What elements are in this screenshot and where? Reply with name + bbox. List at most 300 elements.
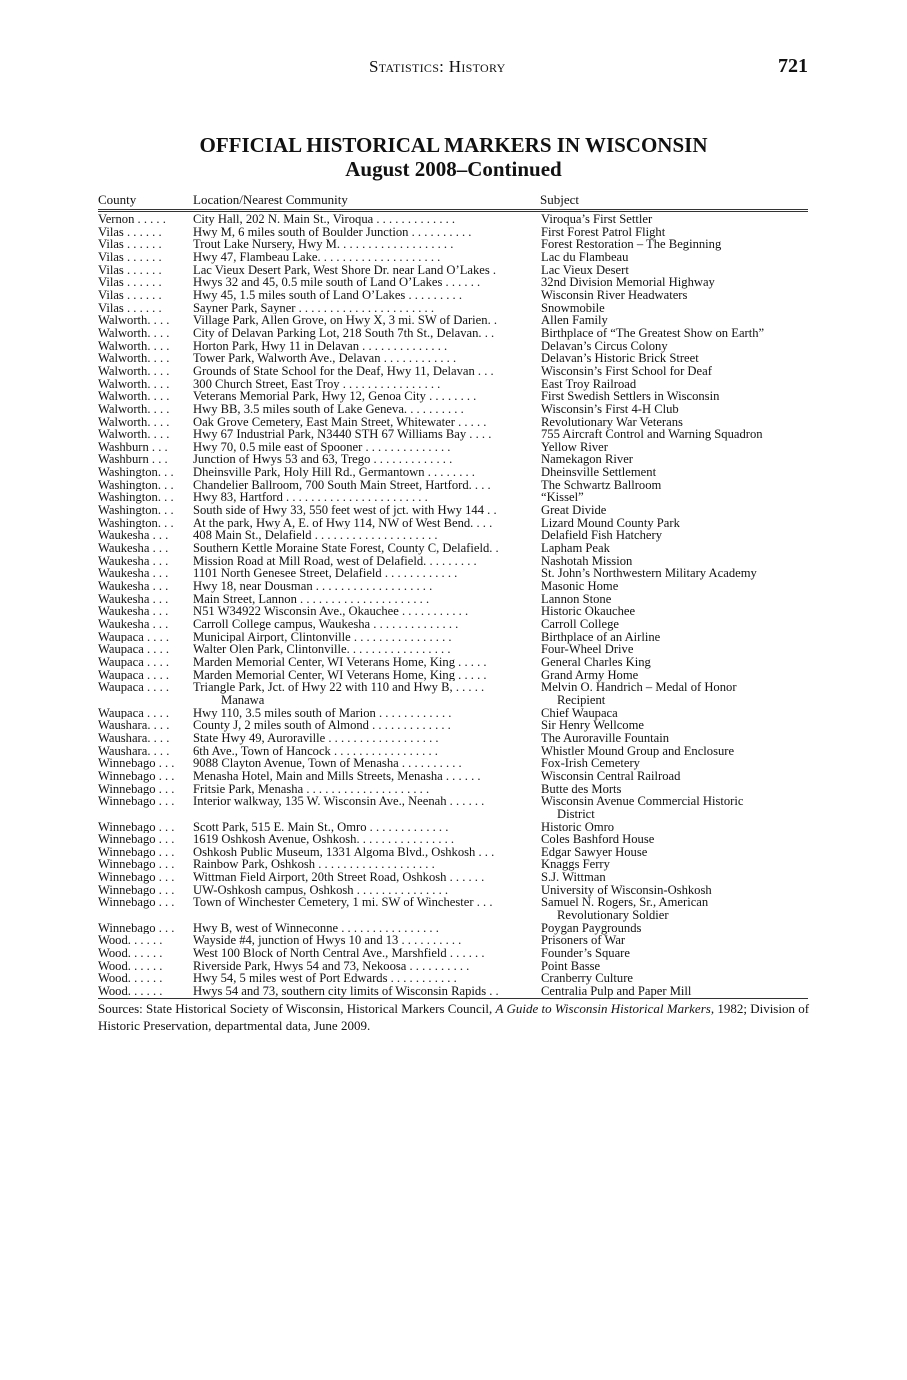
location-text: Riverside Park, Hwys 54 and 73, Nekoosa . . . . . . . . . . <box>193 959 470 973</box>
table-row <box>98 289 808 302</box>
location-cell <box>193 276 541 289</box>
location-text: Hwy B, west of Winneconne . . . . . . . . . . . . . . . . <box>193 921 439 935</box>
subject-text: 755 Aircraft Control and Warning Squadron <box>541 427 763 442</box>
location-text: UW-Oshkosh campus, Oshkosh . . . . . . . . . . . . . . . <box>193 883 449 897</box>
table-row <box>98 821 808 834</box>
location-text: Hwy 67 Industrial Park, N3440 STH 67 Williams Bay . . . . <box>193 428 492 441</box>
location-text: Dheinsville Park, Holy Hill Rd., Germantown . . . . . . . . <box>193 466 475 479</box>
subject-text: St. John’s Northwestern Military Academy <box>541 566 757 581</box>
county-cell: Wood. . . . . . <box>98 934 163 948</box>
subject-cell <box>541 213 808 226</box>
location-cell <box>193 213 541 226</box>
location-cell <box>193 643 541 656</box>
subject-cell <box>541 985 808 998</box>
subject-cell <box>541 833 808 846</box>
subject-text: Allen Family <box>541 313 608 328</box>
table-row <box>98 491 808 504</box>
county-cell: Walworth. . . . <box>98 377 170 391</box>
table-row <box>98 302 808 315</box>
subject-cell <box>541 618 808 631</box>
table-row <box>98 441 808 454</box>
table-row <box>98 681 808 706</box>
location-text: Hwy M, 6 miles south of Boulder Junction . . . . . . . . . . <box>193 225 472 239</box>
running-head: Statistics: History <box>369 57 506 76</box>
subject-text: Masonic Home <box>541 579 619 594</box>
county-cell: Winnebago . . . <box>98 845 175 859</box>
location-text: Chandelier Ballroom, 700 South Main Street, Hartford. . . . <box>193 478 491 492</box>
subject-cell <box>541 770 808 783</box>
location-cell <box>193 491 541 504</box>
county-cell: Waupaca . . . . <box>98 655 170 669</box>
subject-text: Wisconsin Avenue Commercial Historic <box>541 794 744 809</box>
location-cell <box>193 238 541 251</box>
location-text: Sayner Park, Sayner . . . . . . . . . . . . . . . . . . . . . . <box>193 301 435 315</box>
location-text: Tower Park, Walworth Ave., Delavan . . . . . . . . . . . . <box>193 352 457 365</box>
county-cell: Waupaca . . . . <box>98 681 170 695</box>
table-row <box>98 365 808 378</box>
subject-text: East Troy Railroad <box>541 376 637 391</box>
subject-text: Dheinsville Settlement <box>541 465 657 480</box>
table-row <box>98 972 808 985</box>
table-row <box>98 745 808 758</box>
table-header <box>98 193 808 210</box>
location-text: South side of Hwy 33, 550 feet west of jct. with Hwy 144 . . <box>193 504 497 517</box>
location-text: 1101 North Genesee Street, Delafield . . . . . . . . . . . . <box>193 567 458 581</box>
county-cell: Vilas . . . . . . <box>98 276 162 289</box>
county-cell: Washington. . . <box>98 491 174 505</box>
location-cell <box>193 352 541 365</box>
county-cell: Winnebago . . . <box>98 757 175 770</box>
subject-cell <box>541 428 808 441</box>
county-cell: Winnebago . . . <box>98 883 175 897</box>
location-cell <box>193 580 541 593</box>
table-row <box>98 719 808 732</box>
subject-text: Delafield Fish Hatchery <box>541 528 662 543</box>
county-cell: Waupaca . . . . <box>98 643 170 656</box>
subject-text: Fox-Irish Cemetery <box>541 756 640 771</box>
location-cell <box>193 340 541 353</box>
subject-text: Carroll College <box>541 617 619 631</box>
county-cell: Waukesha . . . <box>98 592 169 606</box>
location-cell <box>193 745 541 758</box>
county-cell: Vilas . . . . . . <box>98 225 162 239</box>
location-text: Rainbow Park, Oshkosh . . . . . . . . . . . . . . . . . . . <box>193 858 435 872</box>
location-text: 300 Church Street, East Troy . . . . . . . . . . . . . . . . <box>193 377 441 391</box>
table-row <box>98 504 808 517</box>
location-text: Main Street, Lannon . . . . . . . . . . . . . . . . . . . . . <box>193 592 430 606</box>
table-row <box>98 251 808 264</box>
location-cell <box>193 479 541 492</box>
subject-cell <box>541 871 808 884</box>
location-text: 1619 Oshkosh Avenue, Oshkosh. . . . . . . . . . . . . . . . <box>193 833 455 846</box>
page-number: 721 <box>778 55 808 77</box>
location-cell <box>193 251 541 264</box>
county-cell: Waukesha . . . <box>98 605 169 618</box>
location-cell <box>193 960 541 973</box>
subject-cell <box>541 757 808 770</box>
location-text: Hwy 18, near Dousman . . . . . . . . . . . . . . . . . . . <box>193 580 433 593</box>
location-cell <box>193 289 541 302</box>
county-cell: Waukesha . . . <box>98 529 169 543</box>
subject-text: Wisconsin’s First School for Deaf <box>541 363 712 378</box>
table-row <box>98 757 808 770</box>
location-text: Municipal Airport, Clintonville . . . . . . . . . . . . . . . . <box>193 630 452 644</box>
location-text: Hwy 54, 5 miles west of Port Edwards . . . . . . . . . . . <box>193 972 457 986</box>
location-cell <box>193 428 541 441</box>
location-text: City Hall, 202 N. Main St., Viroqua . . . . . . . . . . . . . <box>193 213 456 226</box>
subject-text: Cranberry Culture <box>541 971 633 986</box>
county-cell: Vilas . . . . . . <box>98 250 162 264</box>
subject-cell <box>541 580 808 593</box>
county-cell: Waukesha . . . <box>98 554 169 568</box>
location-text: Trout Lake Nursery, Hwy M. . . . . . . . . . . . . . . . . . . <box>193 238 454 251</box>
subject-text: The Auroraville Fountain <box>541 730 670 745</box>
sources-note: Sources: State Historical Society of Wisconsin, Historical Markers Council, A Guide to Wisconsin Historical Markers, 1982; Division of Historic Preservation, departmental data, June 2009. <box>98 1001 810 1033</box>
table-row <box>98 985 808 998</box>
subject-text: Melvin O. Handrich – Medal of Honor <box>541 680 737 695</box>
county-cell: Waukesha . . . <box>98 580 169 593</box>
table-row <box>98 605 808 618</box>
subject-text: Wisconsin River Headwaters <box>541 287 688 302</box>
location-cell <box>193 555 541 568</box>
subject-continuation: Revolutionary Soldier <box>557 908 669 923</box>
subject-cell <box>541 732 808 745</box>
location-cell <box>193 365 541 378</box>
subject-text: Four-Wheel Drive <box>541 642 634 657</box>
location-cell <box>193 922 541 935</box>
table-row <box>98 479 808 492</box>
county-cell: Walworth. . . . <box>98 326 170 340</box>
subject-text: The Schwartz Ballroom <box>541 477 662 492</box>
location-cell <box>193 985 541 998</box>
subject-text: Butte des Morts <box>541 781 622 796</box>
subject-text: Whistler Mound Group and Enclosure <box>541 743 735 758</box>
county-cell: Vilas . . . . . . <box>98 288 162 302</box>
subject-text: Sir Henry Wellcome <box>541 718 644 733</box>
location-text: Menasha Hotel, Main and Mills Streets, Menasha . . . . . . <box>193 769 481 783</box>
location-text: At the park, Hwy A, E. of Hwy 114, NW of West Bend. . . . <box>193 516 493 530</box>
county-cell: Wood. . . . . . <box>98 947 163 960</box>
location-cell <box>193 972 541 985</box>
table-row <box>98 643 808 656</box>
subject-text: Founder’s Square <box>541 946 630 961</box>
table-row <box>98 352 808 365</box>
subject-text: Lac Vieux Desert <box>541 262 629 277</box>
location-text: Hwy 45, 1.5 miles south of Land O’Lakes . . . . . . . . . <box>193 288 462 302</box>
table-row <box>98 340 808 353</box>
location-cell <box>193 605 541 618</box>
location-text: Triangle Park, Jct. of Hwy 22 with 110 and Hwy B, . . . . . <box>193 681 485 695</box>
location-cell <box>193 783 541 796</box>
location-cell <box>193 631 541 644</box>
subject-text: Knaggs Ferry <box>541 857 610 872</box>
location-text: Hwy 47, Flambeau Lake. . . . . . . . . . . . . . . . . . . . <box>193 250 441 264</box>
location-cell <box>193 858 541 871</box>
location-cell <box>193 517 541 530</box>
subject-cell <box>541 681 808 706</box>
subject-text: Snowmobile <box>541 300 605 315</box>
table-row <box>98 858 808 871</box>
table-row <box>98 580 808 593</box>
table-row <box>98 707 808 720</box>
column-header-county: County <box>98 192 137 207</box>
location-text: City of Delavan Parking Lot, 218 South 7th St., Delavan. . . <box>193 326 495 340</box>
location-cell <box>193 416 541 429</box>
table-row <box>98 656 808 669</box>
county-cell: Washington. . . <box>98 504 174 517</box>
location-cell <box>193 669 541 682</box>
location-text: Marden Memorial Center, WI Veterans Home, King . . . . . <box>193 655 487 669</box>
location-cell <box>193 795 541 820</box>
location-text: Walter Olen Park, Clintonville. . . . . . . . . . . . . . . . . <box>193 643 451 656</box>
county-cell: Winnebago . . . <box>98 782 175 796</box>
location-cell <box>193 403 541 416</box>
subject-cell <box>541 466 808 479</box>
county-cell: Waukesha . . . <box>98 618 169 631</box>
subject-text: Centralia Pulp and Paper Mill <box>541 984 692 999</box>
location-cell <box>193 378 541 391</box>
table-row <box>98 466 808 479</box>
subject-cell <box>541 352 808 365</box>
location-cell <box>193 896 541 921</box>
location-cell <box>193 314 541 327</box>
county-cell: Vernon . . . . . <box>98 213 166 226</box>
location-text: Oshkosh Public Museum, 1331 Algoma Blvd., Oshkosh . . . <box>193 845 495 859</box>
table-row <box>98 593 808 606</box>
county-cell: Waushara. . . . <box>98 731 170 745</box>
subject-text: Poygan Paygrounds <box>541 920 642 935</box>
county-cell: Washington. . . <box>98 478 174 492</box>
location-cell <box>193 681 541 706</box>
county-cell: Waukesha . . . <box>98 542 169 555</box>
subject-text: Wisconsin Central Railroad <box>541 768 681 783</box>
subject-cell <box>541 289 808 302</box>
table-row <box>98 947 808 960</box>
location-text: 6th Ave., Town of Hancock . . . . . . . . . . . . . . . . . <box>193 744 438 758</box>
location-cell <box>193 302 541 315</box>
subject-text: Samuel N. Rogers, Sr., American <box>541 895 709 910</box>
title-line-2: August 2008–Continued <box>345 157 562 181</box>
table-row <box>98 238 808 251</box>
county-cell: Wood. . . . . . <box>98 972 163 986</box>
location-text: 9088 Clayton Avenue, Town of Menasha . . . . . . . . . . <box>193 757 462 770</box>
column-header-location: Location/Nearest Community <box>193 192 348 207</box>
location-cell <box>193 226 541 239</box>
subject-text: Lac du Flambeau <box>541 249 629 264</box>
location-cell <box>193 707 541 720</box>
county-cell: Walworth. . . . <box>98 364 170 378</box>
subject-text: Yellow River <box>541 439 608 454</box>
county-cell: Walworth. . . . <box>98 428 170 441</box>
subject-continuation: Recipient <box>557 692 606 707</box>
county-cell: Walworth. . . . <box>98 352 170 365</box>
table-row <box>98 618 808 631</box>
county-cell: Winnebago . . . <box>98 795 175 809</box>
county-cell: Waupaca . . . . <box>98 630 170 644</box>
county-cell: Walworth. . . . <box>98 390 170 403</box>
location-cell <box>193 947 541 960</box>
table-row <box>98 631 808 644</box>
table-row <box>98 390 808 403</box>
location-text: Wayside #4, junction of Hwys 10 and 13 . . . . . . . . . . <box>193 934 462 948</box>
location-cell <box>193 846 541 859</box>
subject-cell <box>541 719 808 732</box>
subject-cell <box>541 795 808 820</box>
county-cell: Washington. . . <box>98 516 174 530</box>
subject-text: Birthplace of an Airline <box>541 629 661 644</box>
subject-cell <box>541 390 808 403</box>
location-text: Wittman Field Airport, 20th Street Road, Oshkosh . . . . . . <box>193 871 485 884</box>
location-text: State Hwy 49, Auroraville . . . . . . . . . . . . . . . . . . <box>193 731 439 745</box>
table-row <box>98 770 808 783</box>
location-cell <box>193 757 541 770</box>
location-text: N51 W34922 Wisconsin Ave., Okauchee . . . . . . . . . . . <box>193 605 469 618</box>
location-cell <box>193 618 541 631</box>
county-cell: Winnebago . . . <box>98 820 175 834</box>
location-cell <box>193 821 541 834</box>
county-cell: Vilas . . . . . . <box>98 263 162 277</box>
location-cell <box>193 441 541 454</box>
table-row <box>98 896 808 921</box>
sources-title: A Guide to Wisconsin Historical Markers, <box>495 1001 715 1016</box>
county-cell: Wood. . . . . . <box>98 959 163 973</box>
subject-text: Great Divide <box>541 503 607 518</box>
location-cell <box>193 871 541 884</box>
location-text: Hwy 83, Hartford . . . . . . . . . . . . . . . . . . . . . . . <box>193 491 428 505</box>
county-cell: Winnebago . . . <box>98 858 175 872</box>
location-text: Hwys 32 and 45, 0.5 mile south of Land O’Lakes . . . . . . <box>193 276 481 289</box>
location-text: Carroll College campus, Waukesha . . . . . . . . . . . . . . <box>193 618 459 631</box>
subject-text: First Swedish Settlers in Wisconsin <box>541 389 720 404</box>
county-cell: Wood. . . . . . <box>98 985 163 998</box>
subject-text: Viroqua’s First Settler <box>541 212 653 226</box>
subject-cell <box>541 656 808 669</box>
location-text: Veterans Memorial Park, Hwy 12, Genoa City . . . . . . . . <box>193 390 477 403</box>
location-cell <box>193 529 541 542</box>
county-cell: Winnebago . . . <box>98 871 175 884</box>
table-row <box>98 732 808 745</box>
subject-text: Nashotah Mission <box>541 553 633 568</box>
county-cell: Washburn . . . <box>98 440 168 454</box>
location-text: Mission Road at Mill Road, west of Delafield. . . . . . . . . <box>193 554 477 568</box>
county-cell: Vilas . . . . . . <box>98 238 162 251</box>
table-body <box>98 211 808 999</box>
location-cell <box>193 770 541 783</box>
location-text: Hwy 110, 3.5 miles south of Marion . . . . . . . . . . . . <box>193 706 452 720</box>
subject-cell <box>541 314 808 327</box>
subject-text: “Kissel” <box>541 490 584 505</box>
subject-text: Point Basse <box>541 958 601 973</box>
county-cell: Walworth. . . . <box>98 402 170 416</box>
location-text: Fritsie Park, Menasha . . . . . . . . . . . . . . . . . . . . <box>193 782 430 796</box>
table-row <box>98 871 808 884</box>
table-row <box>98 428 808 441</box>
title-line-1: OFFICIAL HISTORICAL MARKERS IN WISCONSIN <box>199 133 708 157</box>
county-cell: Walworth. . . . <box>98 314 170 327</box>
location-text: Junction of Hwys 53 and 63, Trego . . . . . . . . . . . . . <box>193 453 453 467</box>
location-cell <box>193 934 541 947</box>
location-cell <box>193 264 541 277</box>
location-cell <box>193 656 541 669</box>
subject-text: Historic Omro <box>541 819 615 834</box>
location-cell <box>193 884 541 897</box>
subject-text: Lannon Stone <box>541 591 612 606</box>
table-row <box>98 567 808 580</box>
location-cell <box>193 453 541 466</box>
table-row <box>98 795 808 820</box>
location-text: Scott Park, 515 E. Main St., Omro . . . . . . . . . . . . . <box>193 820 449 834</box>
county-cell: Winnebago . . . <box>98 921 175 935</box>
location-text: Oak Grove Cemetery, East Main Street, Whitewater . . . . . <box>193 415 487 429</box>
table-row <box>98 846 808 859</box>
table-row <box>98 960 808 973</box>
subject-text: Edgar Sawyer House <box>541 844 648 859</box>
table-row <box>98 517 808 530</box>
table-row <box>98 529 808 542</box>
location-text: Interior walkway, 135 W. Wisconsin Ave., Neenah . . . . . . <box>193 795 485 809</box>
county-cell: Waupaca . . . . <box>98 706 170 720</box>
county-cell: Waukesha . . . <box>98 567 169 581</box>
location-text: Hwys 54 and 73, southern city limits of Wisconsin Rapids . . <box>193 985 499 998</box>
subject-text: Coles Bashford House <box>541 832 655 847</box>
table-row <box>98 453 808 466</box>
county-cell: Washington. . . <box>98 466 174 479</box>
subject-text: Birthplace of “The Greatest Show on Earth” <box>541 325 765 340</box>
location-text: Marden Memorial Center, WI Veterans Home, King . . . . . <box>193 668 487 682</box>
table-row <box>98 833 808 846</box>
location-continuation: Manawa <box>221 692 265 707</box>
county-cell: Waupaca . . . . <box>98 668 170 682</box>
location-cell <box>193 593 541 606</box>
subject-cell <box>541 327 808 340</box>
county-cell: Winnebago . . . <box>98 896 175 910</box>
location-text: Lac Vieux Desert Park, West Shore Dr. near Land O’Lakes . <box>193 263 497 277</box>
subject-cell <box>541 251 808 264</box>
location-text: West 100 Block of North Central Ave., Marshfield . . . . . . <box>193 947 485 960</box>
county-cell: Walworth. . . . <box>98 339 170 353</box>
subject-cell <box>541 365 808 378</box>
location-cell <box>193 542 541 555</box>
table-row <box>98 314 808 327</box>
county-cell: Winnebago . . . <box>98 833 175 846</box>
subject-text: Wisconsin’s First 4-H Club <box>541 401 679 416</box>
location-text: County J, 2 miles south of Almond . . . . . . . . . . . . . <box>193 719 451 732</box>
column-header-subject: Subject <box>540 192 579 207</box>
subject-text: General Charles King <box>541 654 651 669</box>
subject-text: Delavan’s Circus Colony <box>541 338 668 353</box>
subject-text: Lizard Mound County Park <box>541 515 680 530</box>
page-title <box>0 133 907 181</box>
location-cell <box>193 567 541 580</box>
subject-cell <box>541 504 808 517</box>
location-text: Town of Winchester Cemetery, 1 mi. SW of Winchester . . . <box>193 896 493 910</box>
location-text: Horton Park, Hwy 11 in Delavan . . . . . . . . . . . . . . <box>193 339 448 353</box>
location-text: Southern Kettle Moraine State Forest, County C, Delafield. . <box>193 542 499 555</box>
table-row <box>98 213 808 226</box>
subject-text: Delavan’s Historic Brick Street <box>541 351 699 366</box>
subject-cell <box>541 403 808 416</box>
table-row <box>98 327 808 340</box>
table-row <box>98 922 808 935</box>
table-row <box>98 542 808 555</box>
location-text: Village Park, Allen Grove, on Hwy X, 3 mi. SW of Darien. . <box>193 314 498 327</box>
county-cell: Waushara. . . . <box>98 719 170 732</box>
subject-text: Chief Waupaca <box>541 705 618 720</box>
location-text: Grounds of State School for the Deaf, Hwy 11, Delavan . . . <box>193 364 494 378</box>
location-cell <box>193 327 541 340</box>
county-cell: Washburn . . . <box>98 453 168 467</box>
county-cell: Winnebago . . . <box>98 769 175 783</box>
